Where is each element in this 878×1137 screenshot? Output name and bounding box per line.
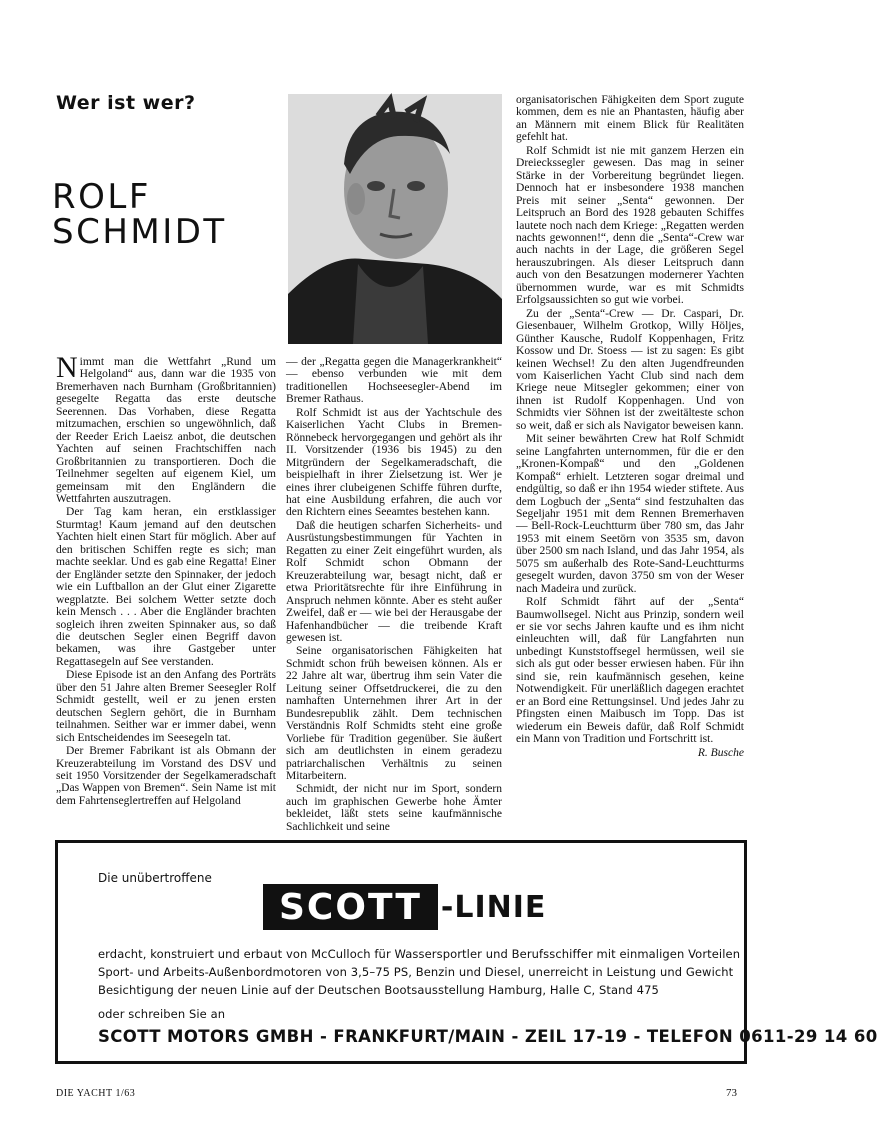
article-paragraph: Der Bremer Fabrikant ist als Obmann der Kreuzerabteilung im Vorstand des DSV und seit 1950 Vorsitzender der Segelkameradschaft „Das Wappen von Bremen“. Sein Name ist mit dem Fahrtenseglertreffen auf Helgoland [56,745,276,807]
portrait-illustration [288,94,502,344]
advertisement [55,840,878,1064]
article-paragraph: Rolf Schmidt ist aus der Yachtschule des Kaiserlichen Yacht Clubs in Bremen-Rönnebeck hervorgegangen und gehört als ihr II. Vorsitzender (1936 bis 1945) zu den Mitgründern der Segelkameradschaft, die beispielhaft in ihrer Zielsetzung ist. Wer je eines ihrer clubeigenen Schiffe führen durfte, hat eine Ausbildung erfahren, die auch vor den Richtern eines Seeamtes bestehen kann. [286,406,502,519]
article-paragraph: Rolf Schmidt fährt auf der „Senta“ Baumwollsegel. Nicht aus Prinzip, sondern weil er sie vor sechs Jahren kaufte und es ihm nicht einleuchten will, daß für Langfahrten nun unbedingt Kunststoffsegel hermüssen, weil sie sich als gut oder besser erwiesen haben. Für ihn sind sie, rein kaufmännisch gesehen, keine Notwendigkeit. Für unerläßlich dagegen erachtet er an Bord eine Rettungsinsel. Und jedes Jahr zu Pfingsten einen Maibusch im Topp. Das ist wiederum ein Beweis dafür, daß Rolf Schmidt ein Mann von Tradition und Fortschritt ist. [516,596,744,746]
article-column-2 [286,356,502,834]
title-line-1: ROLF [52,177,151,217]
article-paragraph: Nimmt man die Wettfahrt „Rund um Helgoland“ aus, dann war die 1935 von Bremerhaven nach Burnham (Großbritannien) gesegelte Regatta das erste deutsche Seerennen. Das Vorhaben, diese Regatta mitzumachen, erschien so ungewöhnlich, daß der Reeder Erich Laeisz anbot, die deutschen Yachten auf seinen Frachtschiffen nach Großbritannien zu transportieren. Doch die Teilnehmer segelten auf eigenem Kiel, um gemeinsam mit den Engländern die Wettfahrten auszutragen. [56,351,276,505]
ad-line-1: erdacht, konstruiert und erbaut von McCulloch für Wassersportler und Berufsschiffer mit einmaligen Vorteilen [98,947,741,961]
article-paragraph: Der Tag kam heran, ein erstklassiger Sturmtag! Kaum jemand auf den deutschen Yachten hielt einen Start für möglich. Aber auf den britischen Schiffen regte es sich; man machte seeklar. Und es gab eine Regatta! Einer der Engländer setzte den Spinnaker, der jedoch wie ein Luftballon an der Glut einer Zigarette wegplatzte. Bei solchem Wetter setzte doch kein Mensch . . . Aber die Engländer brachten sogleich ihren zweiten Spinnaker aus, so daß die deutschen Segler einen Begriff davon bekamen, was ihre Gastgeber unter Regattasegeln auf See verstanden. [56,506,276,668]
article-paragraph: Schmidt, der nicht nur im Sport, sondern auch im graphischen Gewerbe hohe Ämter bekleidet, läßt stets seine kaufmännische Sachlichkeit und seine [286,783,502,833]
article-paragraph: Daß die heutigen scharfen Sicherheits- und Ausrüstungsbestimmungen für Yachten in Regatten zu einer Zeit eingeführt wurden, als Rolf Schmidt schon Obmann der Kreuzerabteilung war, besagt nicht, daß er etwa Prioritätsrechte für ihre Einführung in Anspruch nehmen könnte. Aber es steht außer Zweifel, daß er — wie bei der Herausgabe der Hafenhandbücher — die treibende Kraft gewesen ist. [286,519,502,644]
title-line-2: SCHMIDT [52,212,227,252]
article-paragraph: organisatorischen Fähigkeiten dem Sport zugute kommen, dem es nie an Phantasten, häufig aber an Männern mit einem Blick für Realitäten gefehlt hat. [516,94,744,144]
footer-publication: DIE YACHT 1/63 [56,1088,136,1099]
ad-logo [263,883,546,931]
kicker-heading: Wer ist wer? [56,92,196,114]
portrait-photo [288,94,502,344]
article-column-1 [56,351,276,808]
page-number: 73 [726,1087,737,1099]
article-paragraph: Zu der „Senta“-Crew — Dr. Caspari, Dr. Giesenbauer, Wilhelm Grotkop, Willy Höljes, Günther Kausche, Rudolf Koppenhagen, Fritz Kossow und Dr. Stoess — ist zu sagen: Es gibt keinen Wechsel! Zu den alten Jugendfreunden vom Kaiserlichen Yacht Club sind nach dem Kriege neue Mitsegler gekommen; einer von ihnen ist Rudolf Koppenhagen. Und von Schmidts vier Söhnen ist der zweitälteste schon so weit, daß er sich als Navigator beweisen kann. [516,307,744,432]
ad-line-2: Sport- und Arbeits-Außenbordmotoren von 3,5–75 PS, Benzin und Diesel, unerreicht in Leistung und Gewicht [98,965,734,979]
article-paragraph: Mit seiner bewährten Crew hat Rolf Schmidt seine Langfahrten unternommen, für die er den „Kronen-Kompaß“ und den „Goldenen Kompaß“ erhielt. Letzteren sogar dreimal und endgültig, so daß er ihn 1954 wieder stiftete. Aus dem Logbuch der „Senta“ sind festzuhalten das Segeljahr 1951 mit dem Rennen Bremerhaven — Bell-Rock-Leuchtturm über 780 sm, das Jahr 1953 mit einem Seetörn von 3535 sm, davon über 2500 sm nach Island, und das Jahr 1954, als 5075 sm außerhalb des Rote-Sand-Leuchtturms gesegelt wurden, davon 3750 sm von der Weser nach Madeira und zurück. [516,433,744,595]
ad-line-4: oder schreiben Sie an [98,1007,226,1021]
ad-contact: SCOTT MOTORS GMBH - FRANKFURT/MAIN - ZEIL 17-19 - TELEFON 0611-29 14 60 [98,1027,878,1046]
ad-line-3: Besichtigung der neuen Linie auf der Deutschen Bootsausstellung Hamburg, Halle C, Stand 475 [98,983,659,997]
author-signature: R. Busche [697,746,744,759]
article-title [52,177,227,252]
article-paragraph: Seine organisatorischen Fähigkeiten hat Schmidt schon früh beweisen können. Als er 22 Jahre alt war, übertrug ihm sein Vater die Leitung seiner Offsetdruckerei, die zu den namhaften Unternehmen ihrer Art in der Bundesrepublik zählt. Dem technischen Verständnis Rolf Schmidts steht eine große Vorliebe für Tradition gegenüber. Sie äußert sich am deutlichsten in einem geradezu patriarchalischen Verhältnis zu seinen Mitarbeitern. [286,645,502,782]
ad-logo-box: SCOTT [263,884,438,930]
ad-intro: Die unübertroffene [98,871,212,885]
article-paragraph: — der „Regatta gegen die Managerkrankheit“ — ebenso verbunden wie mit dem traditionellen Hochseesegler-Abend im Bremer Rathaus. [286,356,502,406]
article-paragraph: Diese Episode ist an den Anfang des Porträts über den 51 Jahre alten Bremer Seesegler Rolf Schmidt gestellt, weil er zu jenen ersten deutschen Seglern gehört, die in Burnham teilnahmen. Seither war er immer dabei, wenn sich Entscheidendes im Seesegeln tat. [56,669,276,744]
article-column-3 [516,94,744,759]
ad-logo-text: -LINIE [440,889,547,925]
article-paragraph: Rolf Schmidt ist nie mit ganzem Herzen ein Dreieckssegler gewesen. Das mag in seiner Stärke in der Vorbereitung begründet liegen. Dennoch hat er insbesondere 1938 manchen Preis mit seiner „Senta“ gewonnen. Der Leitspruch an Bord des 1928 gebauten Schiffes lautete noch nach dem Kriege: „Regatten werden nachts gewonnen!“, denn die „Senta“-Crew war auch nachts in der Lage, die größeren Segel herauszubringen. Als dieser Leitspruch dann auch von den Besatzungen modernerer Yachten übernommen wurde, war es mit Schmidts Erfolgsaussichten so gut wie vorbei. [516,144,744,307]
